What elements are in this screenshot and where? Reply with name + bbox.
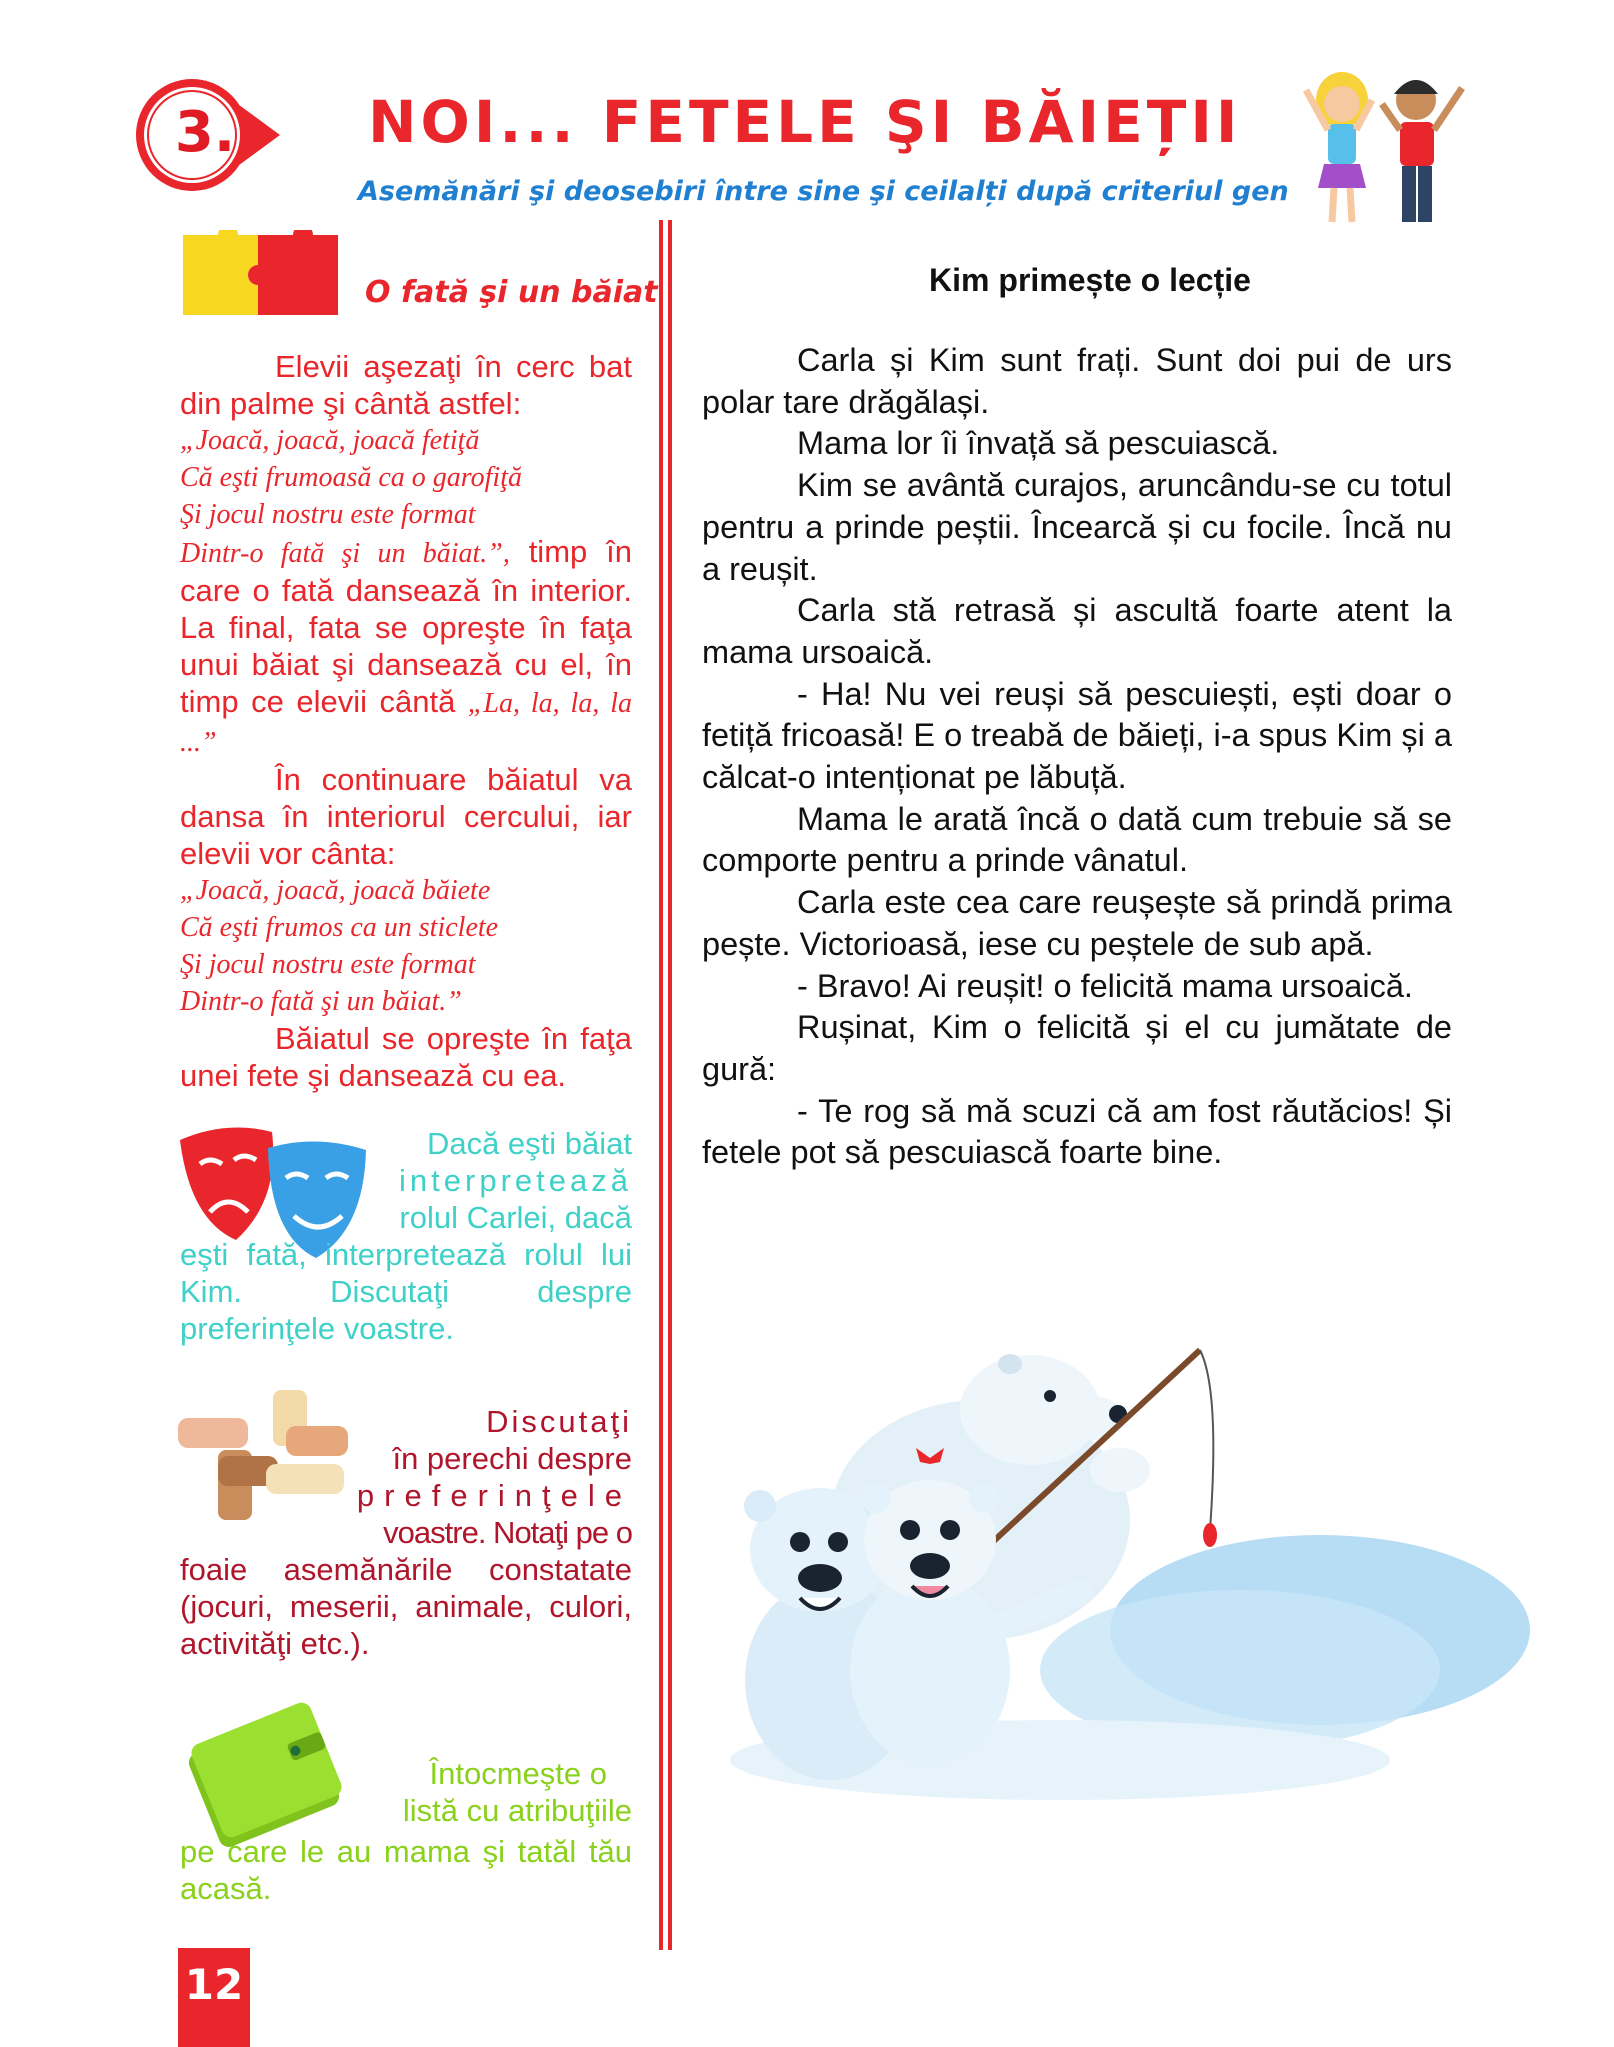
verse-line: Şi jocul nostru este format (180, 949, 476, 980)
lesson-number: 3. (174, 100, 236, 165)
roleplay-lines (382, 1125, 632, 1236)
game-paragraph-text: timp în care o fată dansează în interior. La final, fata se opreşte în faţa unui băiat şi dansează cu el, în timp ce elevii cântă (180, 534, 632, 719)
chapter-subtitle: Asemănări şi deosebiri între sine şi ceilalți după criteriul gen (358, 176, 1289, 207)
story-paragraph: - Te rog să mă scuzi că am fost răutăcios! Și fetele pot să pescuiască foarte bine. (702, 1092, 1452, 1171)
story-paragraph: Rușinat, Kim o felicită și el cu jumătate de gură: (702, 1009, 1452, 1087)
game-paragraph (180, 533, 632, 761)
list-lines (345, 1755, 632, 1829)
story-paragraph: - Ha! Nu vei reuși să pescuiești, ești doar o fetiță fricoasă! E o treabă de băieți, i-a spus Kim și a călcat-o intenționat pe lăbuță. (702, 675, 1452, 796)
list-line: Întocmeşte o (429, 1756, 607, 1791)
pairs-text: foaie asemănările constatate (jocuri, meserii, animale, culori, activităţi etc.). (180, 1552, 632, 1661)
pairs-line: voastre. Notaţi pe o (383, 1515, 632, 1550)
story-title: Kim primește o lecție (929, 262, 1251, 298)
story-body (702, 340, 1452, 1174)
game-paragraph-3: Băiatul se opreşte în faţa unei fete şi dansează cu ea. (180, 1021, 632, 1093)
story-paragraph: Carla și Kim sunt frați. Sunt doi pui de urs polar tare drăgălași. (702, 342, 1452, 420)
story-paragraph: Mama lor îi învață să pescuiască. (797, 425, 1280, 462)
story-paragraph: Kim se avântă curajos, aruncându-se cu totul pentru a prinde peștii. Încearcă și cu focile. Încă nu a reușit. (702, 467, 1452, 587)
pairs-line: Discutaţi (486, 1404, 632, 1439)
story-paragraph: Mama le arată încă o dată cum trebuie să se comporte pentru a prinde vânatul. (702, 800, 1452, 879)
pairs-line: preferinţele (356, 1478, 632, 1513)
game-intro: Elevii aşezaţi în cerc bat din palme şi cântă astfel: (180, 349, 632, 421)
joined-hands-icon (178, 1390, 348, 1520)
story-paragraph: Carla este cea care reușește să prindă prima pește. Victorioasă, iese cu peștele de sub apă. (702, 884, 1452, 962)
game-instructions (180, 348, 632, 1094)
story-paragraph: - Bravo! Ai reușit! o felicită mama ursoaică. (797, 967, 1413, 1004)
page-number: 12 (184, 1960, 244, 2009)
roleplay-text: eşti fată, interpretează rolul lui Kim. Discutaţi despre preferinţele voastre. (180, 1237, 632, 1346)
polar-bears-illustration (680, 1330, 1540, 1810)
verse-line: Dintr-o fată şi un băiat.”, (180, 538, 510, 569)
verse-line: Că eşti frumos ca un sticlete (180, 912, 499, 943)
chapter-title: NOI... FETELE ŞI BĂIEȚII (368, 88, 1242, 156)
game-paragraph-2: În continuare băiatul va dansa în interiorul cercului, iar elevii vor cânta: (180, 762, 632, 871)
verse-line: Că eşti frumoasă ca o garofiţă (180, 462, 522, 493)
roleplay-line: interpretează (399, 1163, 632, 1198)
roleplay-line: rolul Carlei, dacă (399, 1200, 632, 1235)
list-text: pe care le au mama şi tatăl tău acasă. (180, 1834, 632, 1906)
chant-text: „La, la, la, la ...” (180, 688, 633, 758)
story-paragraph: Carla stă retrasă și ascultă foarte atent la mama ursoaică. (702, 592, 1452, 670)
pairs-lines (345, 1403, 632, 1551)
pairs-line: în perechi despre (392, 1441, 632, 1476)
list-line: listă cu atribuţiile (402, 1793, 632, 1828)
verse-line: „Joacă, joacă, joacă băiete (180, 875, 491, 906)
game-heading: O fată şi un băiat (365, 275, 658, 310)
puzzle-icon (178, 230, 348, 320)
green-folder-icon (178, 1700, 348, 1855)
verse-line: Dintr-o fată şi un băiat.” (180, 986, 462, 1017)
verse-line: Şi jocul nostru este format (180, 499, 476, 530)
verse-line: „Joacă, joacă, joacă fetiţă (180, 425, 480, 456)
roleplay-line: Dacă eşti băiat (426, 1126, 632, 1161)
kids-illustration (1290, 60, 1480, 235)
column-divider (659, 220, 673, 1950)
